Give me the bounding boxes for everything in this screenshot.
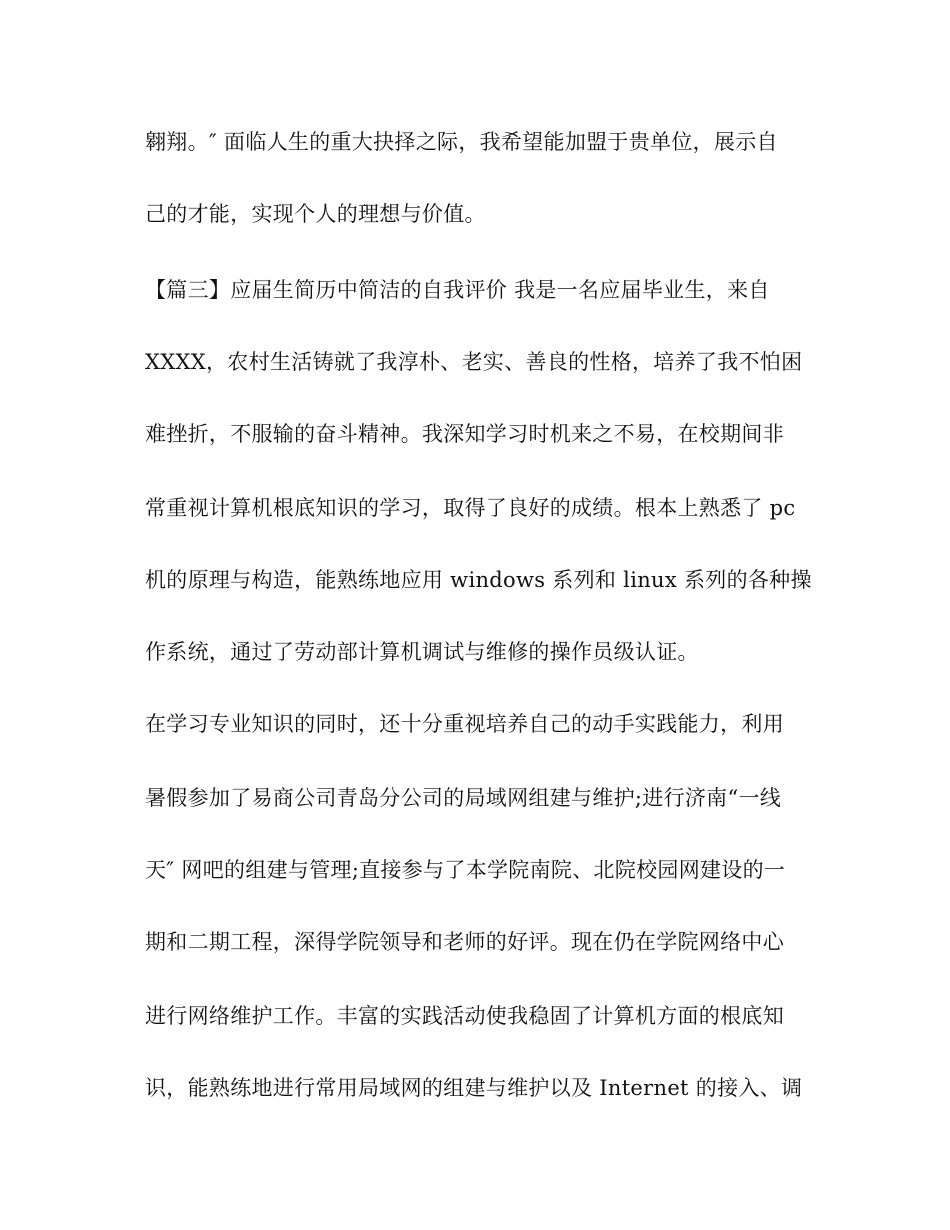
text-line: 在学习专业知识的同时，还十分重视培养自己的动手实践能力，利用	[145, 712, 784, 736]
text-line: 难挫折，不服输的奋斗精神。我深知学习时机来之不易，在校期间非	[145, 422, 784, 446]
text-line: 进行网络维护工作。丰富的实践活动使我稳固了计算机方面的根底知	[145, 1004, 784, 1028]
text-line: 暑假参加了易商公司青岛分公司的局域网组建与维护;进行济南“一线	[145, 786, 782, 810]
text-line: 识，能熟练地进行常用局域网的组建与维护以及 Internet 的接入、调	[145, 1076, 803, 1100]
text-line: 【篇三】应届生简历中简洁的自我评价 我是一名应届毕业生，来自	[145, 278, 770, 302]
text-line: 己的才能，实现个人的理想与价值。	[145, 202, 486, 226]
text-line: XXXX，农村生活铸就了我淳朴、老实、善良的性格，培养了我不怕困	[145, 350, 803, 374]
text-line: 天″ 网吧的组建与管理;直接参与了本学院南院、北院校园网建设的一	[145, 858, 786, 882]
text-line: 机的原理与构造，能熟练地应用 windows 系列和 linux 系列的各种操	[145, 568, 812, 592]
text-line: 翱翔。″ 面临人生的重大抉择之际，我希望能加盟于贵单位，展示自	[145, 130, 778, 154]
text-line: 期和二期工程，深得学院领导和老师的好评。现在仍在学院网络中心	[145, 930, 784, 954]
text-line: 常重视计算机根底知识的学习，取得了良好的成绩。根本上熟悉了 pc	[145, 496, 796, 520]
text-line: 作系统，通过了劳动部计算机调试与维修的操作员级认证。	[145, 640, 699, 664]
